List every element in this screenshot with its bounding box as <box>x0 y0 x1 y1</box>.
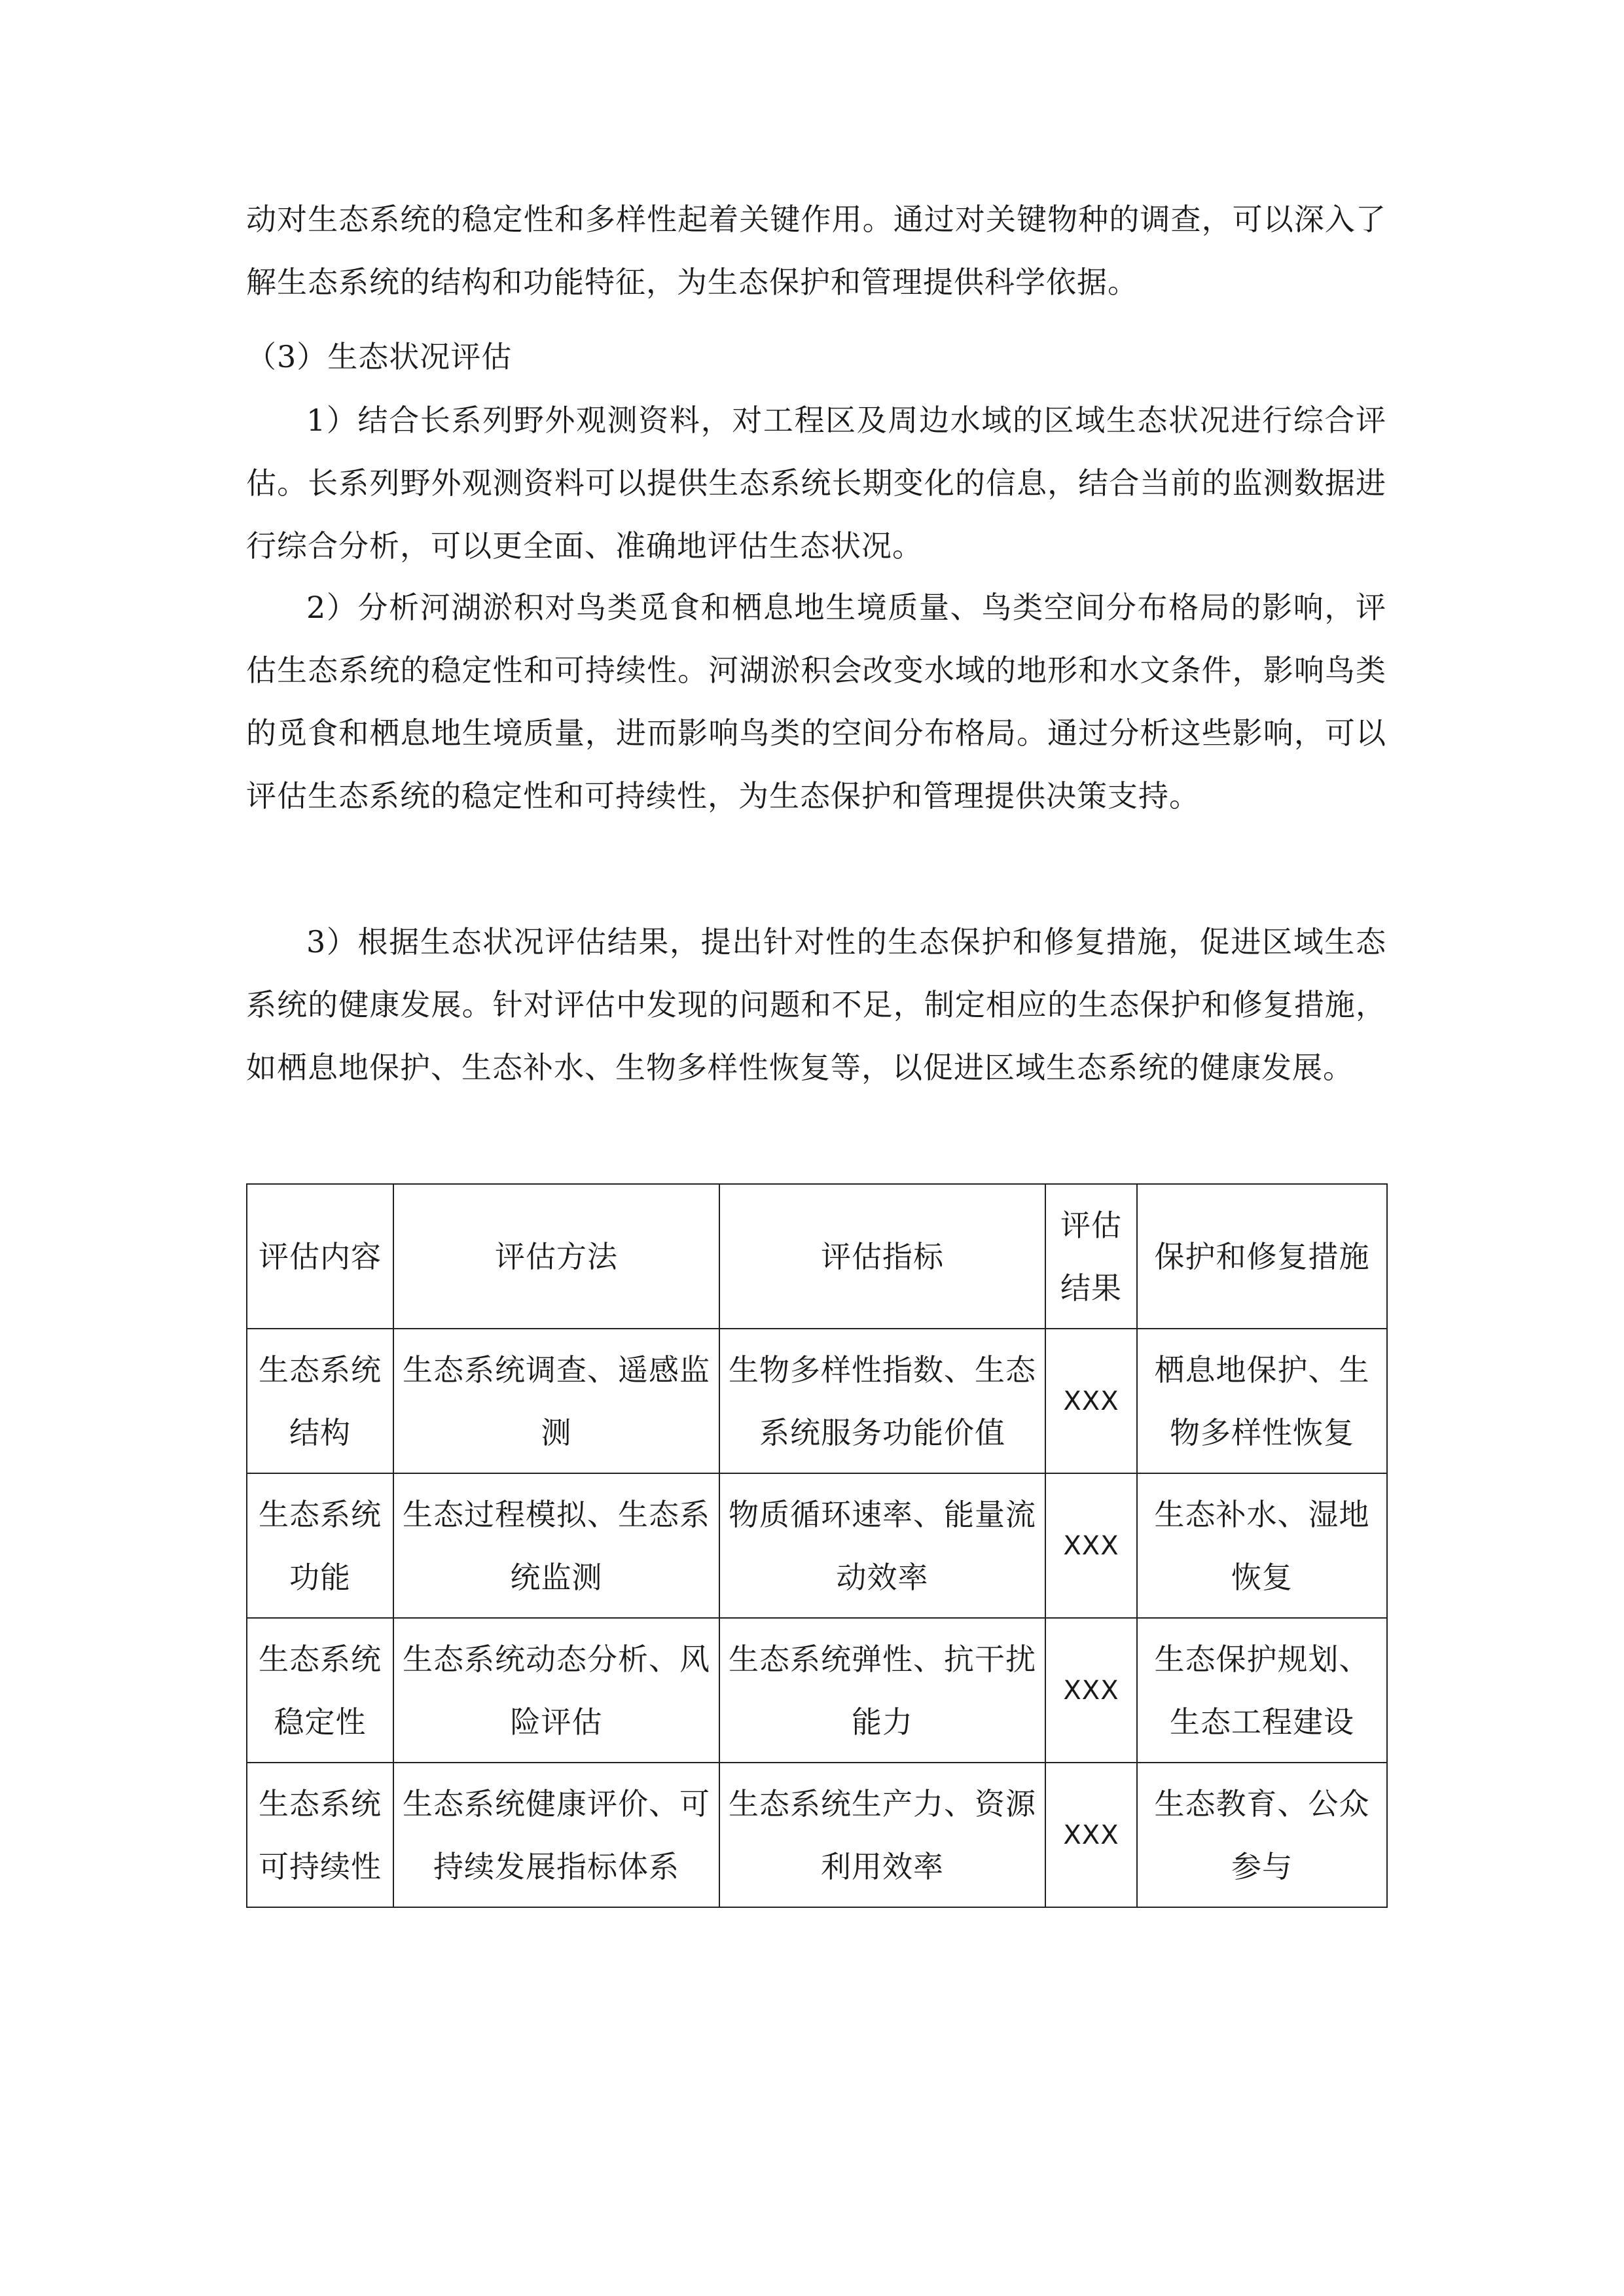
table-row <box>247 1618 1387 1763</box>
cell-result: XXX <box>1045 1618 1137 1763</box>
header-assessment-method: 评估方法 <box>393 1184 719 1329</box>
cell-content: 生态系统可持续性 <box>247 1763 393 1907</box>
cell-measures: 生态保护规划、生态工程建设 <box>1137 1618 1387 1763</box>
cell-result: XXX <box>1045 1473 1137 1618</box>
table-row <box>247 1473 1387 1618</box>
cell-content: 生态系统功能 <box>247 1473 393 1618</box>
cell-content: 生态系统稳定性 <box>247 1618 393 1763</box>
cell-result: XXX <box>1045 1329 1137 1473</box>
cell-indicator: 生态系统生产力、资源利用效率 <box>719 1763 1045 1907</box>
cell-measures: 栖息地保护、生物多样性恢复 <box>1137 1329 1387 1473</box>
cell-method: 生态系统调查、遥感监测 <box>393 1329 719 1473</box>
cell-indicator: 生态系统弹性、抗干扰能力 <box>719 1618 1045 1763</box>
paragraph-item-1: 1）结合长系列野外观测资料，对工程区及周边水域的区域生态状况进行综合评估。长系列野外观测资料可以提供生态系统长期变化的信息，结合当前的监测数据进行综合分析，可以更全面、准确地评估生态状况。 <box>246 403 1386 564</box>
table-row <box>247 1763 1387 1907</box>
table-row <box>247 1329 1387 1473</box>
paragraph-item-2: 2）分析河湖淤积对鸟类觅食和栖息地生境质量、鸟类空间分布格局的影响，评估生态系统的稳定性和可持续性。河湖淤积会改变水域的地形和水文条件，影响鸟类的觅食和栖息地生境质量，进而影响鸟类的空间分布格局。通过分析这些影响，可以评估生态系统的稳定性和可持续性，为生态保护和管理提供决策支持。 <box>246 590 1386 814</box>
cell-measures: 生态教育、公众参与 <box>1137 1763 1387 1907</box>
header-assessment-indicator: 评估指标 <box>719 1184 1045 1329</box>
cell-method: 生态系统健康评价、可持续发展指标体系 <box>393 1763 719 1907</box>
header-assessment-content: 评估内容 <box>247 1184 393 1329</box>
section-heading-ecological-assessment: （3）生态状况评估 <box>246 339 513 374</box>
table-header-row <box>247 1184 1387 1329</box>
cell-measures: 生态补水、湿地恢复 <box>1137 1473 1387 1618</box>
cell-indicator: 生物多样性指数、生态系统服务功能价值 <box>719 1329 1045 1473</box>
header-assessment-result: 评估结果 <box>1045 1184 1137 1329</box>
header-protection-measures: 保护和修复措施 <box>1137 1184 1387 1329</box>
paragraph-item-3: 3）根据生态状况评估结果，提出针对性的生态保护和修复措施，促进区域生态系统的健康发展。针对评估中发现的问题和不足，制定相应的生态保护和修复措施，如栖息地保护、生态补水、生物多样性恢复等，以促进区域生态系统的健康发展。 <box>246 924 1386 1085</box>
cell-method: 生态系统动态分析、风险评估 <box>393 1618 719 1763</box>
cell-indicator: 物质循环速率、能量流动效率 <box>719 1473 1045 1618</box>
paragraph-key-species: 动对生态系统的稳定性和多样性起着关键作用。通过对关键物种的调查，可以深入了解生态系统的结构和功能特征，为生态保护和管理提供科学依据。 <box>246 202 1386 300</box>
cell-result: XXX <box>1045 1763 1137 1907</box>
assessment-table <box>246 1183 1388 1908</box>
cell-content: 生态系统结构 <box>247 1329 393 1473</box>
cell-method: 生态过程模拟、生态系统监测 <box>393 1473 719 1618</box>
